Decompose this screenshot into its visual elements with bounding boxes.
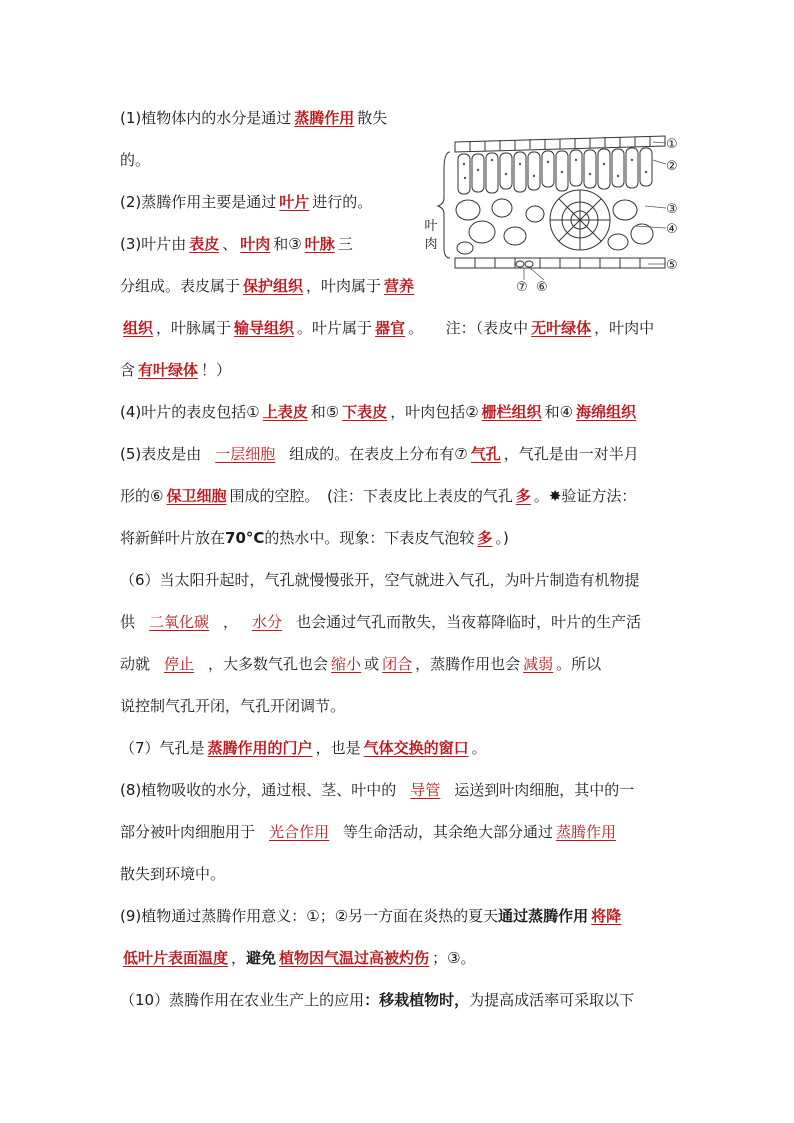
answer: 闭合: [382, 655, 413, 673]
text: (5)表皮是由: [120, 445, 202, 463]
text: ，叶肉包括②: [390, 403, 479, 421]
answer: 表皮: [189, 235, 220, 253]
line-10: [120, 486, 636, 506]
line-8: [120, 402, 639, 422]
text: ，叶脉属于: [156, 319, 232, 337]
lower-epidermis: [455, 258, 665, 268]
marker-5: ⑤: [666, 258, 678, 273]
text: (1)植物体内的水分是通过: [120, 109, 292, 127]
text: 。✸验证方法：: [533, 487, 637, 505]
text: ：移栽植物时，: [364, 991, 470, 1009]
text: 、: [222, 235, 238, 253]
answer: 上表皮: [262, 403, 308, 421]
text: 避免: [246, 949, 277, 967]
answer: 营养: [384, 277, 415, 295]
text: ，气孔是由一对半月: [503, 445, 639, 463]
text: 70°C: [225, 529, 265, 547]
text: 和⑤: [310, 403, 340, 421]
answer: 一层细胞: [215, 445, 276, 463]
text: 部分被叶肉细胞用于: [120, 823, 256, 841]
answer: 停止: [164, 655, 195, 673]
answer: 多: [477, 529, 493, 547]
text: 动就: [120, 655, 151, 673]
text: ，: [223, 613, 239, 631]
text: 的热水中。现象：下表皮气泡较: [264, 529, 475, 547]
text: (8)植物吸收的水分，通过根、茎、叶中的: [120, 781, 397, 799]
answer: 无叶绿体: [531, 319, 592, 337]
text: 为提高成活率可采取以下: [469, 991, 635, 1009]
answer: 导管: [410, 781, 441, 799]
line-1: [120, 108, 387, 128]
text: 和④: [544, 403, 574, 421]
palisade-tissue: [458, 148, 652, 194]
answer: 蒸腾作用: [294, 109, 355, 127]
answer: 二氧化碳: [149, 613, 210, 631]
text: ，蒸腾作用也会: [415, 655, 521, 673]
answer: 气孔: [470, 445, 501, 463]
line-21: [120, 948, 476, 968]
text: 通过蒸腾作用: [498, 907, 589, 925]
leader-lines: [524, 142, 666, 280]
line-2: [120, 150, 150, 170]
text: 运送到叶肉细胞，其中的一: [454, 781, 635, 799]
text: 含: [120, 361, 136, 379]
marker-4: ④: [666, 222, 678, 237]
text: （6）当太阳升起时，气孔就慢慢张开，空气就进入气孔，为叶片制造有机物提: [120, 571, 640, 589]
line-14: [120, 654, 601, 674]
text: ，也是: [315, 739, 361, 757]
spongy-tissue: [456, 199, 653, 254]
answer: 输导组织: [234, 319, 295, 337]
text: 等生命活动，其余绝大部分通过: [343, 823, 554, 841]
line-11: [120, 528, 509, 548]
answer: 叶脉: [304, 235, 335, 253]
text: 的。: [120, 151, 151, 169]
answer: 蒸腾作用的门户: [207, 739, 313, 757]
text: 说控制气孔开闭，气孔开闭调节。: [120, 697, 346, 715]
text: 围成的空腔。 (注：下表皮比上表皮的气孔: [229, 487, 513, 505]
text: (9)植物通过蒸腾作用意义：①；②另一方面在炎热的夏天: [120, 907, 499, 925]
text: ！）: [201, 361, 232, 379]
text: （7）气孔是: [120, 739, 205, 757]
answer: 有叶绿体: [138, 361, 199, 379]
line-6: [120, 318, 654, 338]
answer: 缩小: [331, 655, 362, 673]
marker-2: ②: [666, 159, 678, 174]
text: ，叶肉中: [594, 319, 655, 337]
marker-7: ⑦: [516, 280, 528, 295]
upper-epidermis: [455, 136, 665, 152]
line-12: [120, 570, 640, 590]
answer: 气体交换的窗口: [363, 739, 469, 757]
text: 。所以: [556, 655, 602, 673]
answer: 蒸腾作用: [556, 823, 617, 841]
text: ，叶肉属于: [306, 277, 382, 295]
line-15: [120, 696, 345, 716]
text: 。): [495, 529, 509, 547]
line-22: [120, 990, 634, 1010]
text: 散失: [357, 109, 388, 127]
text: 分组成。表皮属于: [120, 277, 241, 295]
text: （10）蒸腾作用在农业生产上的应用: [120, 991, 365, 1009]
leaf-vein: [550, 190, 610, 250]
text: (4)叶片的表皮包括①: [120, 403, 260, 421]
line-3: [120, 192, 372, 212]
marker-1: ①: [666, 137, 678, 152]
answer: 植物因气温过高被灼伤: [279, 949, 430, 967]
answer: 叶片: [279, 193, 310, 211]
text: 三: [337, 235, 353, 253]
text: ，: [231, 949, 247, 967]
answer: 叶肉: [240, 235, 271, 253]
answer: 光合作用: [269, 823, 330, 841]
answer: 减弱: [523, 655, 554, 673]
line-18: [120, 822, 619, 842]
text: 也会通过气孔而散失，当夜幕降临时，叶片的生产活: [296, 613, 642, 631]
line-13: [120, 612, 641, 632]
answer: 水分: [252, 613, 283, 631]
answer: 组织: [123, 319, 154, 337]
text: (2)蒸腾作用主要是通过: [120, 193, 277, 211]
marker-6: ⑥: [536, 280, 548, 295]
line-5: [120, 276, 417, 296]
text: 组成的。在表皮上分布有⑦: [289, 445, 468, 463]
text: 进行的。: [312, 193, 373, 211]
text: 形的⑥: [120, 487, 164, 505]
text: 。叶片属于: [297, 319, 373, 337]
leaf-cross-section-diagram: [420, 130, 690, 300]
text: ；③。: [432, 949, 476, 967]
text: 将新鲜叶片放在: [120, 529, 226, 547]
answer: 保护组织: [243, 277, 304, 295]
text: 散失到环境中。: [120, 865, 226, 883]
line-4: [120, 234, 353, 254]
text: (3)叶片由: [120, 235, 187, 253]
answer: 海绵组织: [576, 403, 637, 421]
line-7: [120, 360, 231, 380]
mesophyll-brace: [438, 152, 450, 258]
answer: 栅栏组织: [481, 403, 542, 421]
answer: 保卫细胞: [166, 487, 227, 505]
answer: 器官: [375, 319, 406, 337]
text: 或: [364, 655, 380, 673]
text: 。: [471, 739, 487, 757]
text: 供: [120, 613, 136, 631]
answer: 下表皮: [342, 403, 388, 421]
mesophyll-label: 叶肉: [424, 219, 438, 252]
text: 和③: [273, 235, 302, 253]
line-17: [120, 780, 634, 800]
text: ，大多数气孔也会: [208, 655, 329, 673]
marker-3: ③: [666, 202, 678, 217]
answer: 多: [515, 487, 531, 505]
answer: 低叶片表面温度: [123, 949, 229, 967]
line-20: [120, 906, 624, 926]
answer: 将降: [591, 907, 622, 925]
line-19: [120, 864, 225, 884]
line-9: [120, 444, 639, 464]
line-16: [120, 738, 487, 758]
text: 。 注：（表皮中: [408, 319, 529, 337]
